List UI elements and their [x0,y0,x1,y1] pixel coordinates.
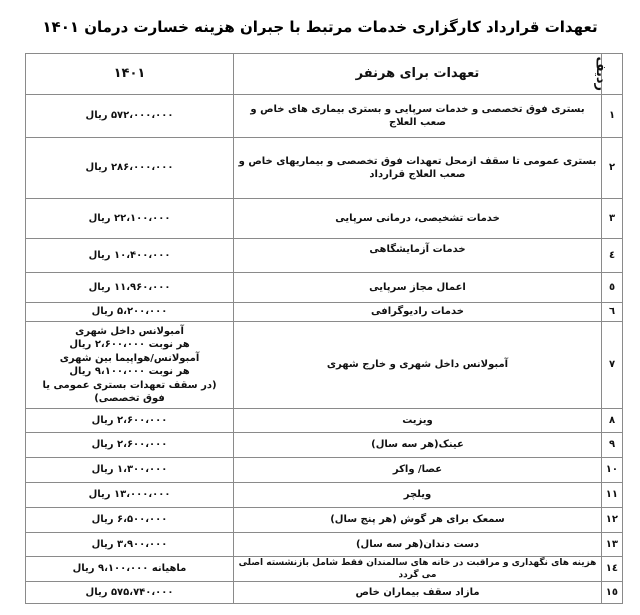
table-row [26,582,623,604]
row-number: ۱۲ [602,508,623,533]
table-row [26,138,623,199]
row-number: ۱۳ [602,533,623,557]
header-year: ۱۴۰۱ [26,54,234,95]
table-row [26,239,623,273]
table-row [26,273,623,303]
row-description: ویلچر [234,483,602,508]
table-row [26,508,623,533]
row-number: ٦ [602,303,623,322]
row-value-multiline [26,322,234,409]
row-value: ۶،۵۰۰،۰۰۰ ریال [26,508,234,533]
row-value: ۱۳،۰۰۰،۰۰۰ ریال [26,483,234,508]
value-line: آمبولانس داخل شهری [75,325,184,337]
table-row [26,557,623,582]
table-header-row [26,54,623,95]
row-value: ۵۷۵،۷۴۰،۰۰۰ ریال [26,582,234,604]
table-row [26,322,623,409]
table-row [26,483,623,508]
value-line: هر نوبت ۲،۶۰۰،۰۰۰ ریال [69,339,190,350]
header-obligations: تعهدات برای هرنفر [234,54,602,95]
row-number: ۹ [602,433,623,458]
row-value: ۳،۹۰۰،۰۰۰ ریال [26,533,234,557]
row-number: ۲ [602,138,623,199]
row-description: خدمات آزمایشگاهی [234,239,602,273]
row-value: ۲۸۶،۰۰۰،۰۰۰ ریال [26,138,234,199]
row-description: بستری فوق تخصصی و خدمات سرپایی و بستری بیماری های خاص و صعب العلاج [234,95,602,138]
row-number: ۸ [602,409,623,433]
row-description: عینک(هر سه سال) [234,433,602,458]
table-row [26,199,623,239]
row-value: ۱۰،۴۰۰،۰۰۰ ریال [26,239,234,273]
row-value: ۲،۶۰۰،۰۰۰ ریال [26,409,234,433]
row-value: ماهیانه ۹،۱۰۰،۰۰۰ ریال [26,557,234,582]
row-description: دست دندان(هر سه سال) [234,533,602,557]
row-value: ۲۲،۱۰۰،۰۰۰ ریال [26,199,234,239]
value-line: آمبولانس/هواپیما بین شهری [59,352,200,364]
row-number: ۱ [602,95,623,138]
row-number: ٥ [602,273,623,303]
row-number: ۱۱ [602,483,623,508]
row-description: بستری عمومی تا سقف ازمحل تعهدات فوق تخصصی و بیماریهای خاص و صعب العلاج قرارداد [234,138,602,199]
table-row [26,433,623,458]
value-line: هر نوبت ۹،۱۰۰،۰۰۰ ریال [69,366,190,377]
row-value: ۱،۳۰۰،۰۰۰ ریال [26,458,234,483]
row-description: هزینه های نگهداری و مراقبت در خانه های سالمندان فقط شامل بازنشسته اصلی می گردد [234,557,602,582]
row-value: ۵،۲۰۰،۰۰۰ ریال [26,303,234,322]
row-description: اعمال مجاز سرپایی [234,273,602,303]
row-value: ۵۷۲،۰۰۰،۰۰۰ ریال [26,95,234,138]
row-description: خدمات رادیوگرافی [234,303,602,322]
value-line: (در سقف تعهدات بستری عمومی یا فوق تخصصی) [42,379,217,404]
table-row [26,303,623,322]
row-value: ۲،۶۰۰،۰۰۰ ریال [26,433,234,458]
table-row [26,409,623,433]
row-number: ۱۰ [602,458,623,483]
header-row-number: ردیف [602,54,623,95]
row-description: مازاد سقف بیماران خاص [234,582,602,604]
row-description: خدمات تشخیصی، درمانی سرپایی [234,199,602,239]
row-number: ۳ [602,199,623,239]
row-number: ٤ [602,239,623,273]
row-description: ویزیت [234,409,602,433]
row-number: ۱٤ [602,557,623,582]
row-description: آمبولانس داخل شهری و خارج شهری [234,322,602,409]
row-value: ۱۱،۹۶۰،۰۰۰ ریال [26,273,234,303]
row-number: ۱٥ [602,582,623,604]
table-row [26,95,623,138]
document-title: تعهدات قرارداد کارگزاری خدمات مرتبط با جبران هزینه خسارت درمان ۱۴۰۱ [42,18,598,36]
row-description: سمعک برای هر گوش (هر پنج سال) [234,508,602,533]
table-row [26,458,623,483]
table-row [26,533,623,557]
row-description: عصا/ واکر [234,458,602,483]
row-number: ۷ [602,322,623,409]
obligations-table [25,53,623,604]
